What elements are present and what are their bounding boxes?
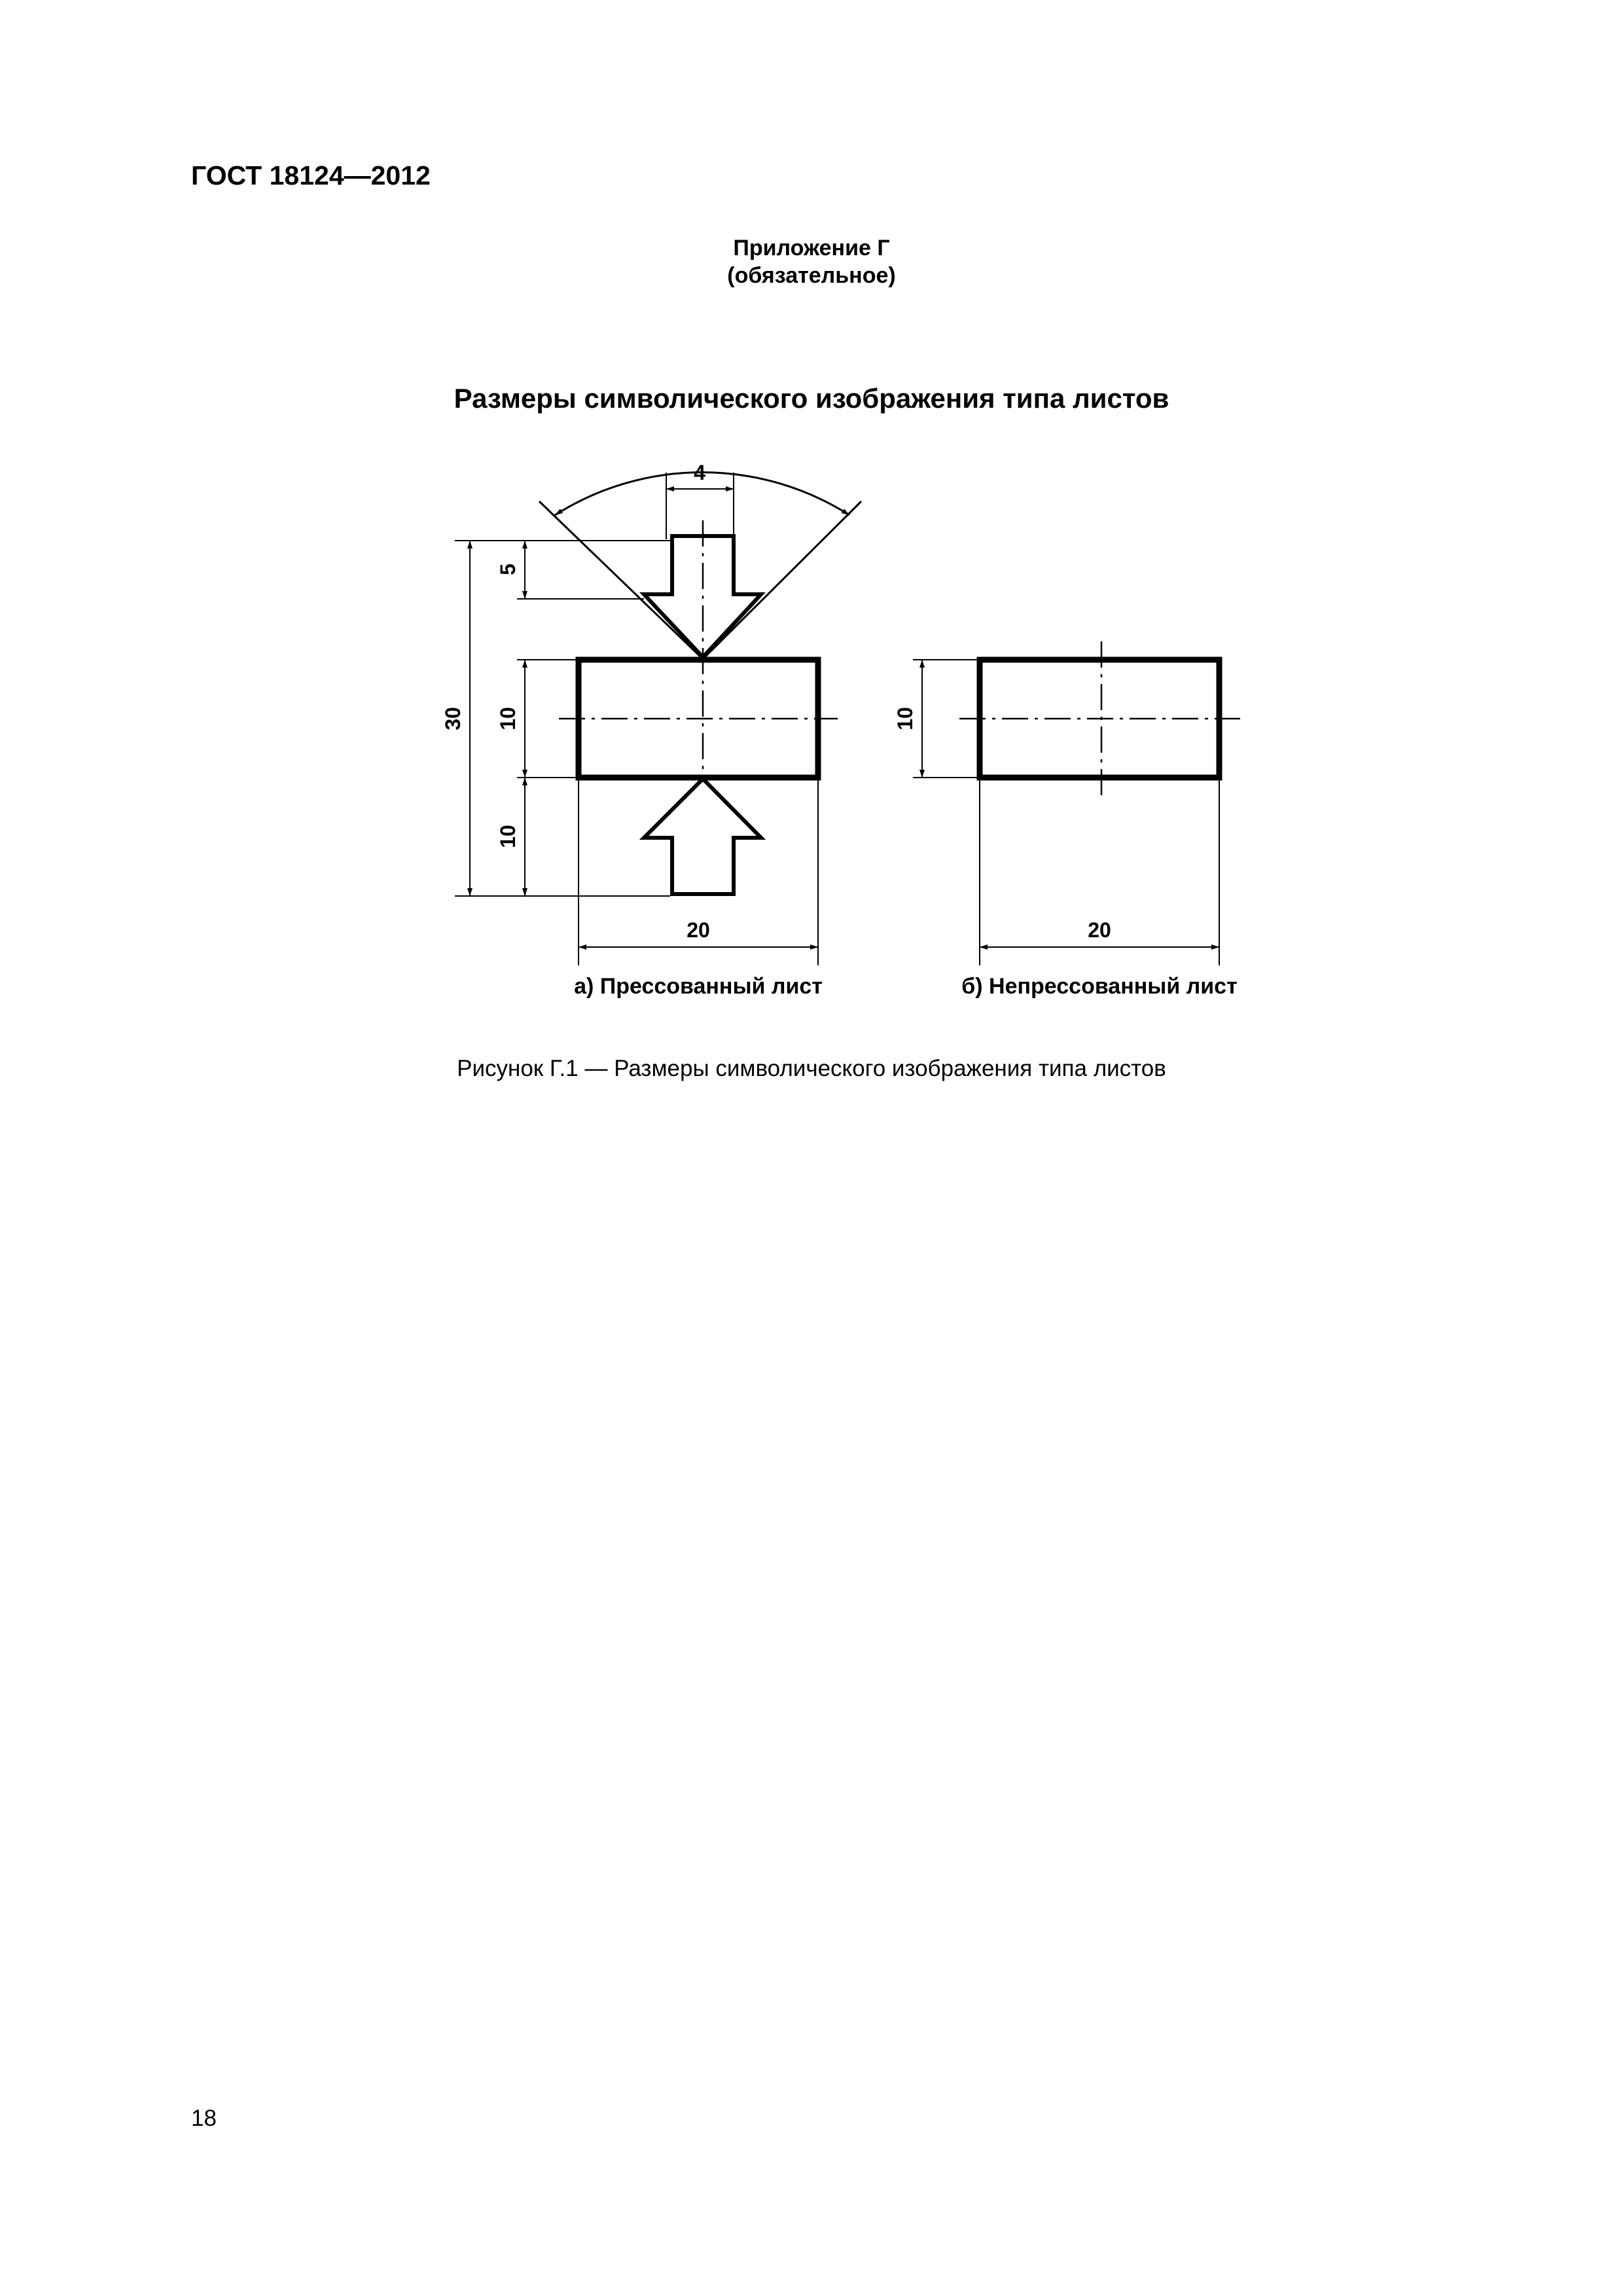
angle-line-right — [703, 501, 861, 659]
annex-title: Приложение Г — [733, 236, 890, 260]
lower-arrow-shape — [644, 779, 761, 894]
section-title: Размеры символического изображения типа листов — [454, 383, 1169, 414]
dim-label-arrow-shaft: 5 — [496, 564, 520, 575]
figure-caption: Рисунок Г.1 — Размеры символического изображения типа листов — [457, 1056, 1166, 1081]
page-number: 18 — [191, 2106, 217, 2131]
label-figure-a: а) Прессованный лист — [574, 974, 823, 999]
dim-label-sheet-width-b: 20 — [1088, 918, 1111, 942]
annex-status: (обязательное) — [727, 263, 896, 288]
dim-label-total-height: 30 — [441, 707, 465, 730]
figure-b-unpressed-sheet — [893, 641, 1240, 999]
dim-label-sheet-height-b: 10 — [893, 707, 917, 730]
dim-label-sheet-width-a: 20 — [687, 918, 710, 942]
figure-a-pressed-sheet — [441, 461, 861, 999]
dim-label-sheet-height-a: 10 — [496, 707, 520, 730]
document-code: ГОСТ 18124—2012 — [191, 160, 431, 190]
angle-line-left — [539, 501, 703, 659]
dim-label-arrow-width: 4 — [694, 461, 705, 484]
label-figure-b: б) Непрессованный лист — [961, 974, 1238, 999]
dim-label-lower-arrow: 10 — [496, 825, 520, 848]
